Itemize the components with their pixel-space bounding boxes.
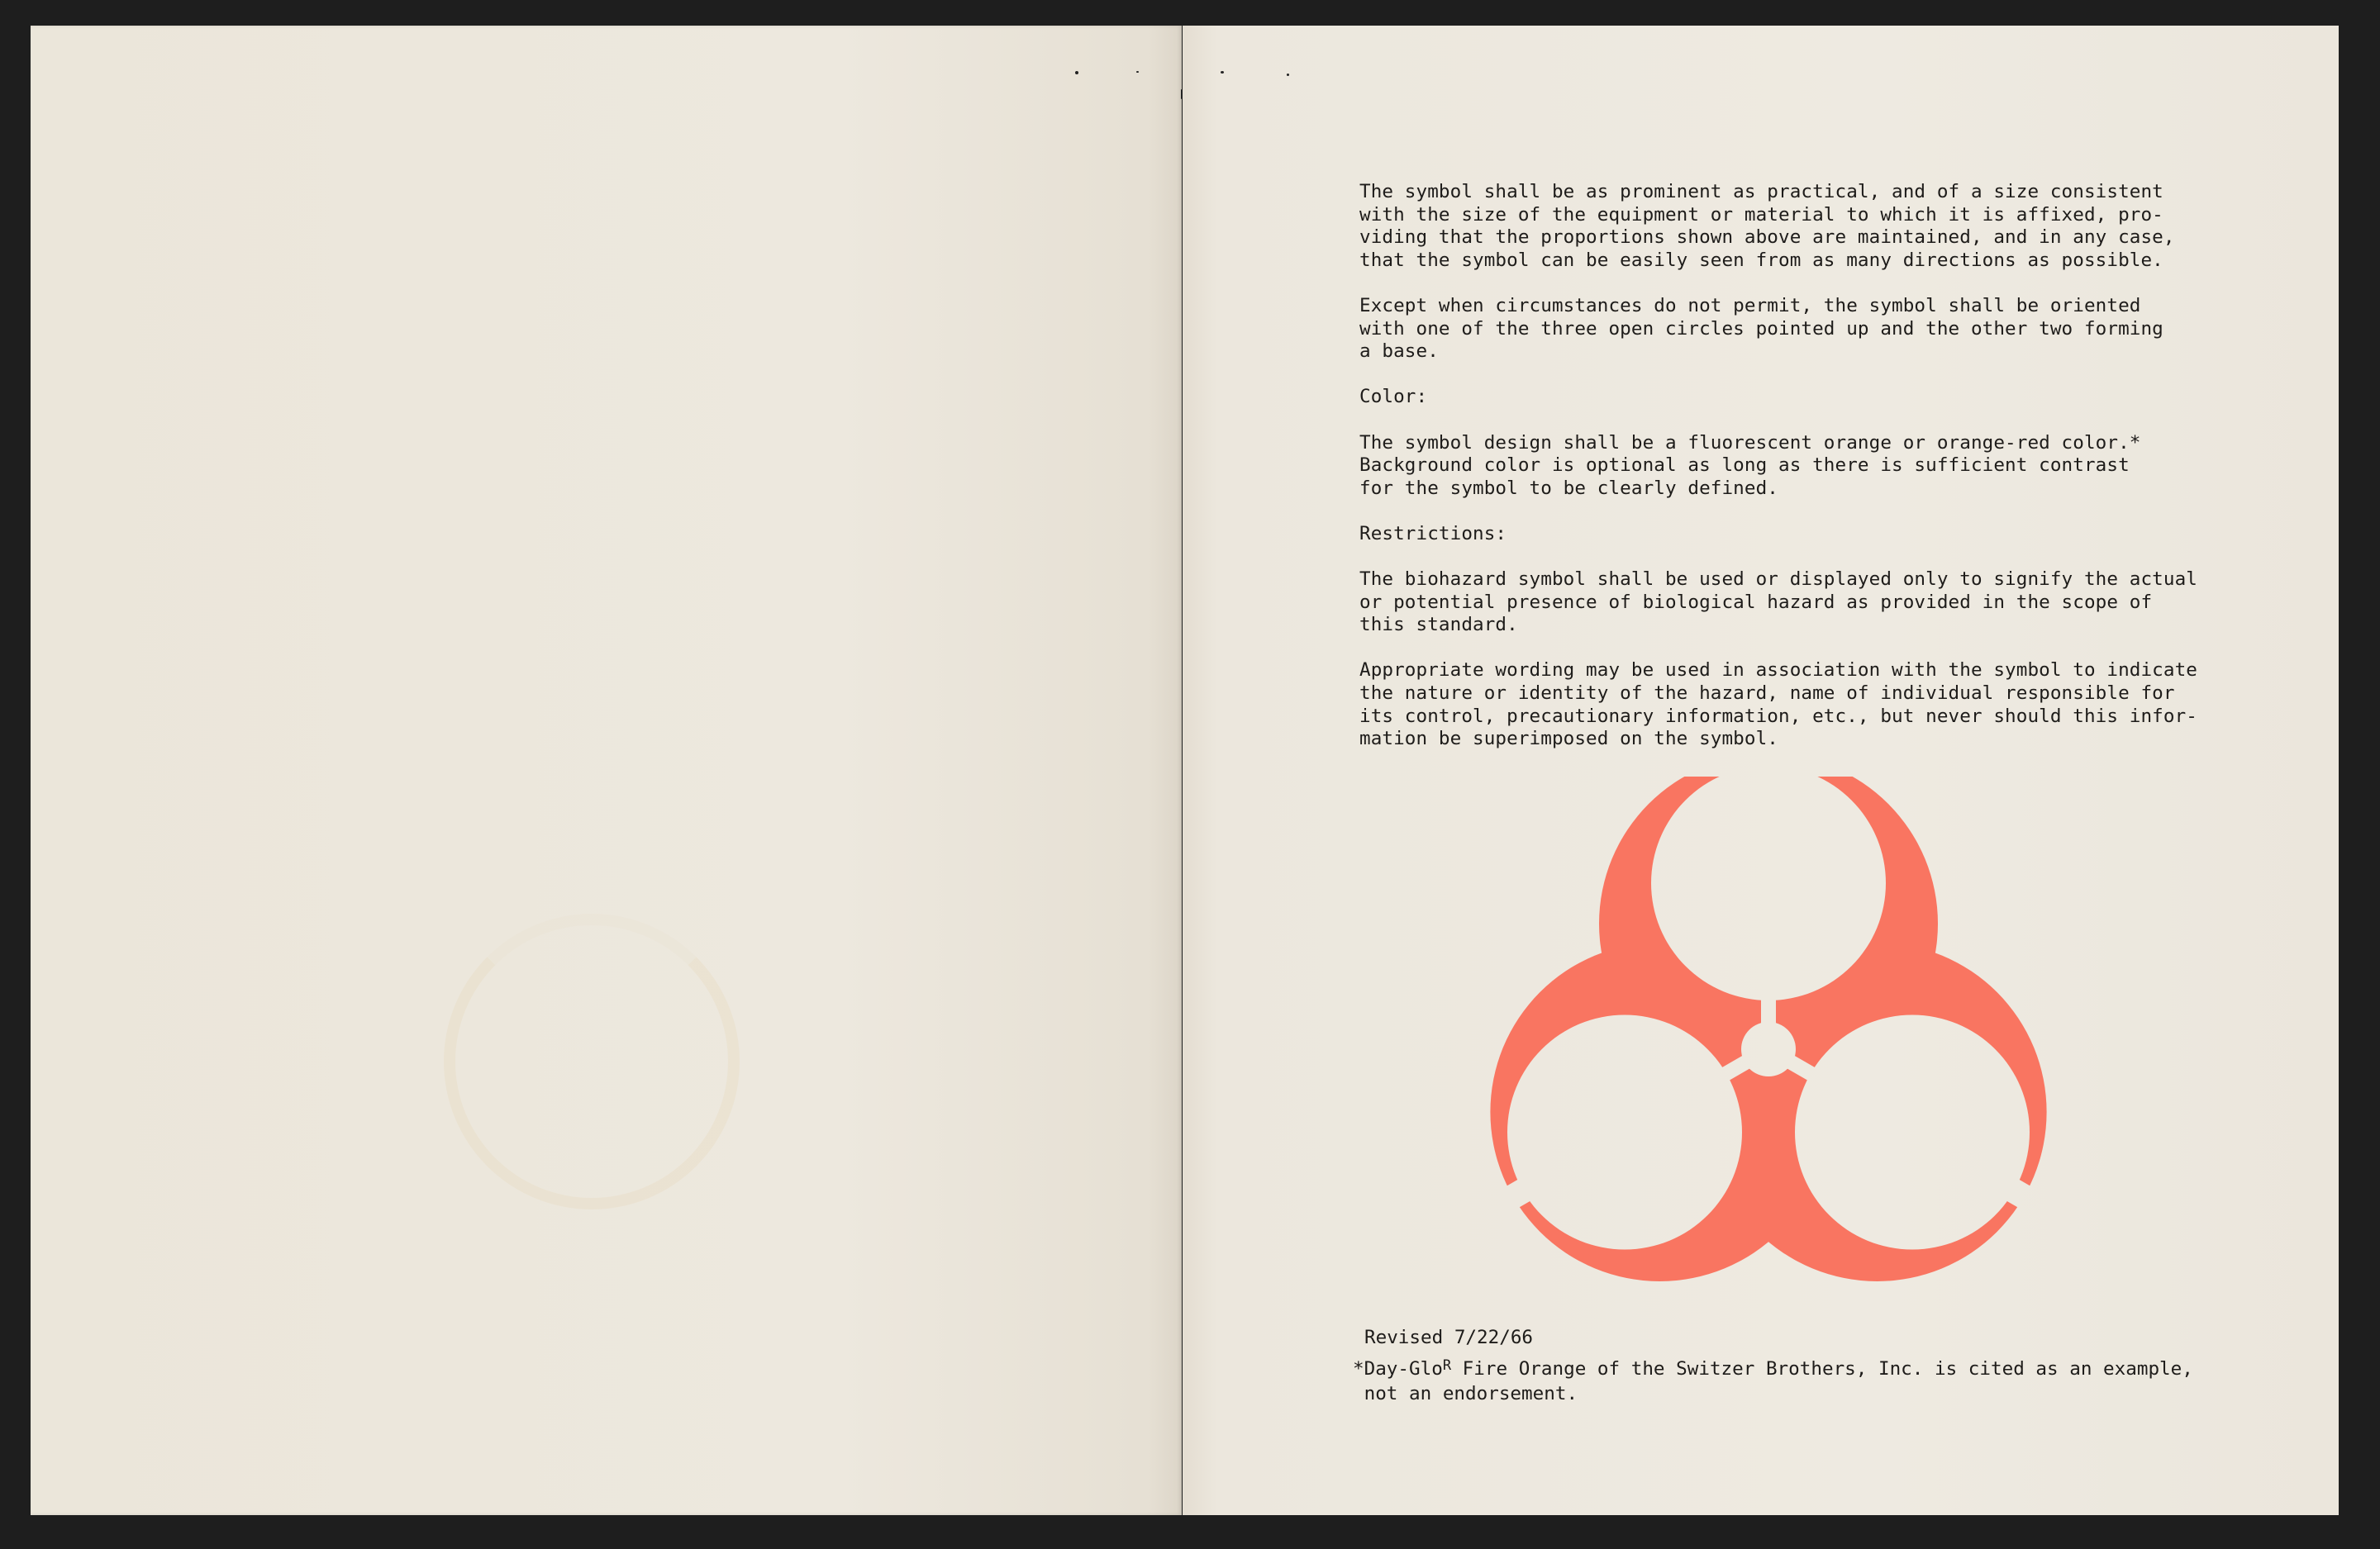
speck	[1181, 89, 1183, 99]
paragraph-color: The symbol design shall be a fluorescent orange or orange-red color.* Background color is optional as long as there is sufficient contrast for the symbol to be clearly defined.	[1359, 431, 2141, 499]
speck	[1287, 74, 1289, 76]
heading-color: Color:	[1359, 386, 1428, 408]
footnote-line1: Fire Orange of the Switzer Brothers, Inc. is cited as an example,	[1451, 1358, 2193, 1380]
coffee-ring-stain	[444, 914, 740, 1209]
biohazard-icon	[1471, 777, 2066, 1305]
speck	[1136, 71, 1139, 73]
paragraph-size: The symbol shall be as prominent as practical, and of a size consistent with the size of the equipment or material to which it is affixed, pro- viding that the proportions shown above are maintained, and in any case, that the symbol can be easily seen from as many directions as possible.	[1359, 181, 2175, 271]
speck	[1075, 71, 1078, 74]
footnote-line2: not an endorsement.	[1353, 1382, 1578, 1404]
left-page	[31, 26, 1182, 1515]
registered-mark: R	[1442, 1357, 1452, 1374]
revision-date: Revised 7/22/66	[1364, 1327, 1534, 1348]
paragraph-restrictions: The biohazard symbol shall be used or displayed only to signify the actual or potential presence of biological hazard as provided in the scope of this standard.	[1359, 568, 2197, 636]
paragraph-orientation: Except when circumstances do not permit, the symbol shall be oriented with one of the three open circles pointed up and the other two forming a base.	[1359, 294, 2163, 363]
paragraph-wording: Appropriate wording may be used in association with the symbol to indicate the nature or identity of the hazard, name of individual responsible for its control, precautionary information, etc., but never should this infor- mation be superimposed on the symbol.	[1359, 659, 2197, 750]
heading-restrictions: Restrictions:	[1359, 522, 1507, 544]
biohazard-shape	[1471, 777, 2066, 1305]
footnote-prefix: *Day-Glo	[1353, 1358, 1443, 1380]
footnote	[1353, 1358, 2193, 1405]
speck	[1221, 71, 1224, 74]
body-text	[1359, 181, 2219, 773]
